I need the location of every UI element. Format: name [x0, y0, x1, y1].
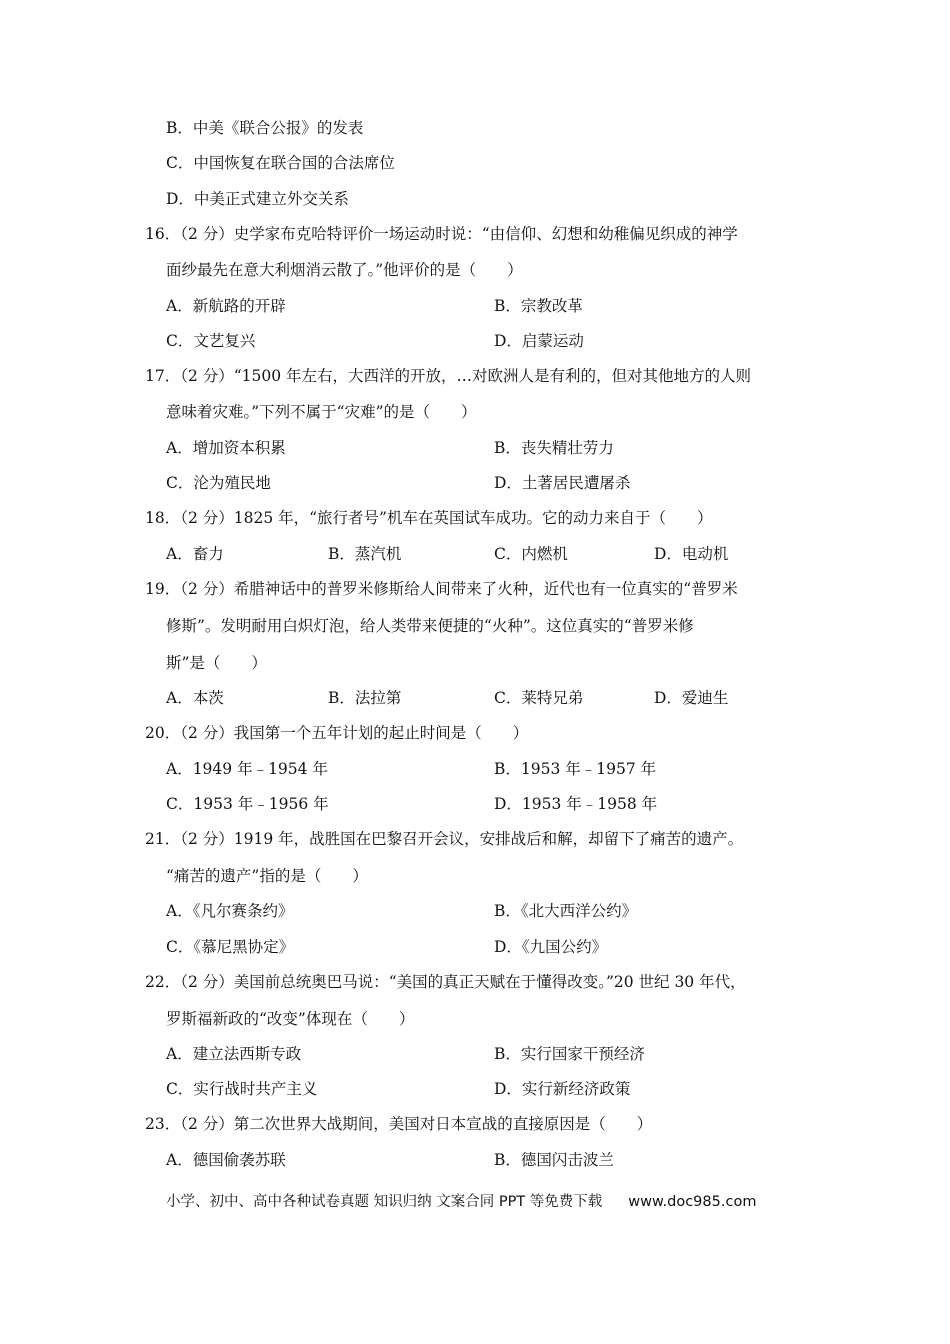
- q17-option-d: D．土著居民遭屠杀: [494, 474, 631, 492]
- q20-option-d: D．1953 年﹣1958 年: [494, 795, 658, 813]
- q23-option-b: B．德国闪击波兰: [494, 1151, 614, 1169]
- q17-option-b: B．丧失精壮劳力: [494, 439, 614, 457]
- q21-option-b: B．《北大西洋公约》: [494, 902, 638, 920]
- q22-option-b: B．实行国家干预经济: [494, 1045, 645, 1063]
- footer-url[interactable]: www.doc985.com: [628, 1194, 757, 1210]
- q16-stem-line1: 16．（2 分）史学家布克哈特评价一场运动时说：“由信仰、幻想和幼稚偏见织成的神学: [145, 225, 738, 243]
- q19-stem-line3: 斯”是（ ）: [166, 654, 267, 672]
- q18-stem-line1: 18．（2 分）1825 年，“旅行者号”机车在英国试车成功。它的动力来自于（ ）: [145, 509, 713, 527]
- q16-stem-line2: 面纱最先在意大利烟消云散了。”他评价的是（ ）: [166, 261, 523, 279]
- q20-stem-line1: 20．（2 分）我国第一个五年计划的起止时间是（ ）: [145, 724, 529, 742]
- q21-stem-line2: “痛苦的遗产”指的是（ ）: [166, 867, 368, 885]
- q16-option-c: C．文艺复兴: [166, 332, 256, 350]
- footer-text: 小学、初中、高中各种试卷真题 知识归纳 文案合同 PPT 等免费下载: [166, 1194, 603, 1210]
- q18-option-c: C．内燃机: [494, 545, 568, 563]
- q21-option-a: A．《凡尔赛条约》: [166, 902, 294, 920]
- q22-stem-line1: 22．（2 分）美国前总统奥巴马说：“美国的真正天赋在于懂得改变。”20 世纪 30 年代，: [145, 973, 746, 991]
- q17-option-c: C．沦为殖民地: [166, 474, 271, 492]
- q22-option-c: C．实行战时共产主义: [166, 1080, 318, 1098]
- q19-option-b: B．法拉第: [328, 689, 402, 707]
- q15-option-d: D．中美正式建立外交关系: [166, 190, 349, 208]
- q18-option-d: D．电动机: [654, 545, 729, 563]
- page-footer: [166, 1192, 756, 1212]
- q19-option-a: A．本茨: [166, 689, 224, 707]
- q18-option-a: A．畜力: [166, 545, 224, 563]
- q21-option-c: C．《慕尼黑协定》: [166, 938, 295, 956]
- q23-stem-line1: 23．（2 分）第二次世界大战期间，美国对日本宣战的直接原因是（ ）: [145, 1115, 653, 1133]
- q17-option-a: A．增加资本积累: [166, 439, 286, 457]
- q23-option-a: A．德国偷袭苏联: [166, 1151, 286, 1169]
- q19-option-c: C．莱特兄弟: [494, 689, 584, 707]
- q19-option-d: D．爱迪生: [654, 689, 729, 707]
- q18-option-b: B．蒸汽机: [328, 545, 402, 563]
- q21-option-d: D．《九国公约》: [494, 938, 608, 956]
- q17-stem-line2: 意味着灾难。”下列不属于“灾难”的是（ ）: [166, 403, 477, 421]
- q15-option-b: B．中美《联合公报》的发表: [166, 119, 364, 137]
- q16-option-b: B．宗教改革: [494, 297, 583, 315]
- q19-stem-line1: 19．（2 分）希腊神话中的普罗米修斯给人间带来了火种，近代也有一位真实的“普罗米: [145, 580, 738, 598]
- q20-option-c: C．1953 年﹣1956 年: [166, 795, 329, 813]
- q15-option-c: C．中国恢复在联合国的合法席位: [166, 154, 395, 172]
- q22-option-a: A．建立法西斯专政: [166, 1045, 302, 1063]
- q22-stem-line2: 罗斯福新政的“改变”体现在（ ）: [166, 1010, 415, 1028]
- q22-option-d: D．实行新经济政策: [494, 1080, 631, 1098]
- q16-option-a: A．新航路的开辟: [166, 297, 286, 315]
- q20-option-b: B．1953 年﹣1957 年: [494, 760, 657, 778]
- q19-stem-line2: 修斯”。发明耐用白炽灯泡，给人类带来便捷的“火种”。这位真实的“普罗米修: [166, 617, 694, 635]
- q17-stem-line1: 17．（2 分）“1500 年左右，大西洋的开放，…对欧洲人是有利的，但对其他地方的人则: [145, 367, 752, 385]
- q16-option-d: D．启蒙运动: [494, 332, 584, 350]
- q20-option-a: A．1949 年﹣1954 年: [166, 760, 328, 778]
- q21-stem-line1: 21．（2 分）1919 年，战胜国在巴黎召开会议，安排战后和解，却留下了痛苦的遗产。: [145, 830, 744, 848]
